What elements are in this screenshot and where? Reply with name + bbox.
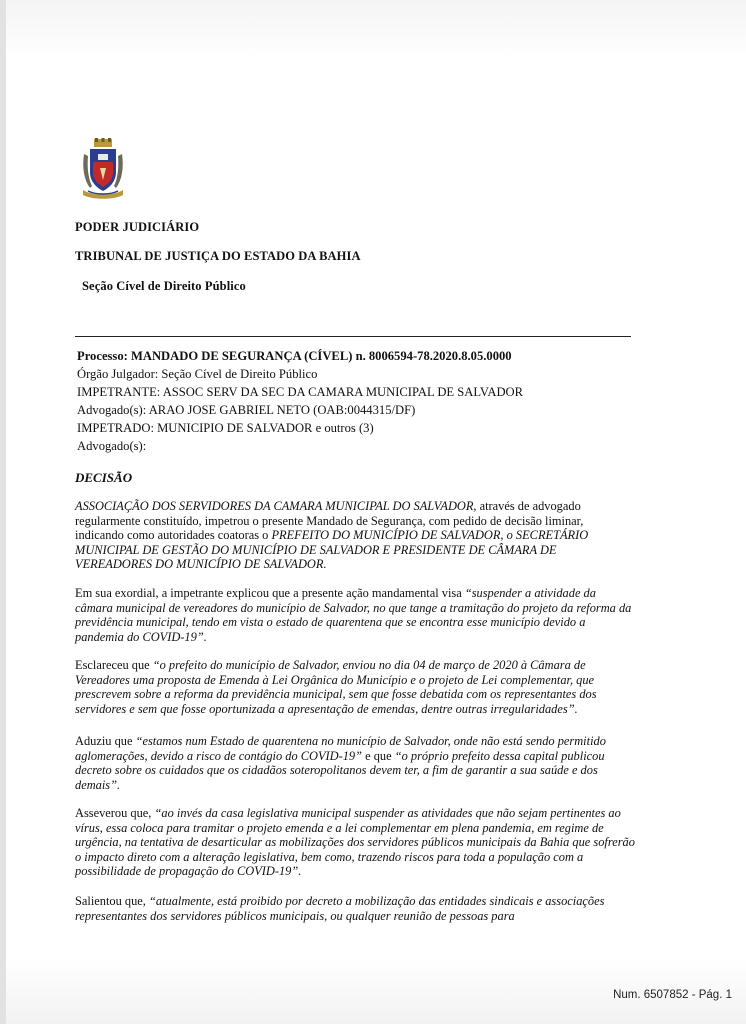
paragraph-3 <box>75 658 635 716</box>
advogado-impetrado: Advogado(s): <box>77 439 147 453</box>
process-title: Processo: MANDADO DE SEGURANÇA (CÍVEL) n. 8006594-78.2020.8.05.0000 <box>77 349 512 363</box>
p4-connector: e que <box>362 748 395 763</box>
p3-quote: “o prefeito do município de Salvador, enviou no dia 04 de março de 2020 à Câmara de Vereadores uma proposta de Emenda à Lei Orgânica do Município e o projeto de Lei complementar, que prescrevem sobre a reforma da previdência municipal, sem que fosse debatida com os representantes dos servidores e sem que fosse oportunizada a apresentação de emendas, dentre outras irregularidades”. <box>75 658 597 716</box>
p6-text: Salientou que, <box>75 894 149 908</box>
p3-text: Esclareceu que <box>75 658 153 672</box>
header-secao: Seção Cível de Direito Público <box>82 279 246 293</box>
decision-title: DECISÃO <box>75 470 133 485</box>
p2-text: Em sua exordial, a impetrante explicou que a presente ação mandamental visa <box>75 586 465 600</box>
p5-quote: “ao invés da casa legislativa municipal suspender as atividades que não sejam pertinentes ao vírus, essa coloca para tramitar o projeto emenda e a lei complementar em plena pandemia, em regime de urgência, na tentativa de desarticular as mobilizações dos servidores públicos municipais da Bahia que sofrerão o impacto direto com a alteração legislativa, bem como, trazendo riscos para toda a população com a possibilidade de propagação do COVID-19”. <box>75 806 635 879</box>
header-poder-judiciario: PODER JUDICIÁRIO <box>75 220 200 234</box>
orgao-julgador: Órgão Julgador: Seção Cível de Direito Público <box>77 367 318 381</box>
p2-quote: “suspender a atividade da câmara municipal de vereadores do município de Salvador, no que tange a tramitação do projeto da reforma da previdência municipal, tendo em vista o estado de quarentena que se encontra esse município devido a pandemia do COVID-19”. <box>75 586 632 644</box>
p4-quote-2: “o próprio prefeito dessa capital publicou decreto sobre os cuidados que os cidadãos soteropolitanos devem ter, a fim de garantir a sua saúde e dos demais”. <box>75 748 605 792</box>
coat-of-arms-icon <box>80 138 126 200</box>
p5-text: Asseverou que, <box>75 806 155 820</box>
p4-text: Aduziu que <box>75 734 136 748</box>
impetrado: IMPETRADO: MUNICIPIO DE SALVADOR e outros (3) <box>77 421 374 435</box>
page-footer: Num. 6507852 - Pág. 1 <box>613 989 732 1001</box>
impetrante: IMPETRANTE: ASSOC SERV DA SEC DA CAMARA MUNICIPAL DE SALVADOR <box>77 385 524 399</box>
paragraph-4 <box>75 734 635 792</box>
p4-quote-1: “estamos num Estado de quarentena no município de Salvador, onde não está sendo permitido aglomerações, devido a risco de contágio do COVID-19” <box>75 734 606 763</box>
advogado-impetrante: Advogado(s): ARAO JOSE GABRIEL NETO (OAB:0044315/DF) <box>77 403 416 417</box>
p1-party-name: ASSOCIAÇÃO DOS SERVIDORES DA CAMARA MUNICIPAL DO SALVADOR <box>75 499 474 513</box>
header-tribunal: TRIBUNAL DE JUSTIÇA DO ESTADO DA BAHIA <box>75 249 361 263</box>
process-metadata <box>77 347 523 455</box>
p1-authorities: PREFEITO DO MUNICÍPIO DE SALVADOR, o SECRETÁRIO MUNICIPAL DE GESTÃO DO MUNICÍPIO DE SALVADOR E PRESIDENTE DE CÂMARA DE VEREADORES DO MUNICÍPIO DE SALVADOR. <box>75 528 589 572</box>
p6-quote: “atualmente, está proibido por decreto a mobilização das entidades sindicais e associações representantes dos servidores públicos municipais, ou qualquer reunião de pessoas para <box>75 894 605 923</box>
paragraph-5 <box>75 806 635 879</box>
paragraph-1 <box>75 499 635 572</box>
p1-text: , através de advogado regularmente constituído, impetrou o presente Mandado de Segurança, com pedido de decisão liminar, indicando como autoridades coatoras o <box>75 499 584 543</box>
horizontal-divider <box>75 336 631 337</box>
paragraph-2 <box>75 586 635 644</box>
page-edge-shadow <box>0 0 6 1024</box>
paragraph-6 <box>75 894 635 923</box>
